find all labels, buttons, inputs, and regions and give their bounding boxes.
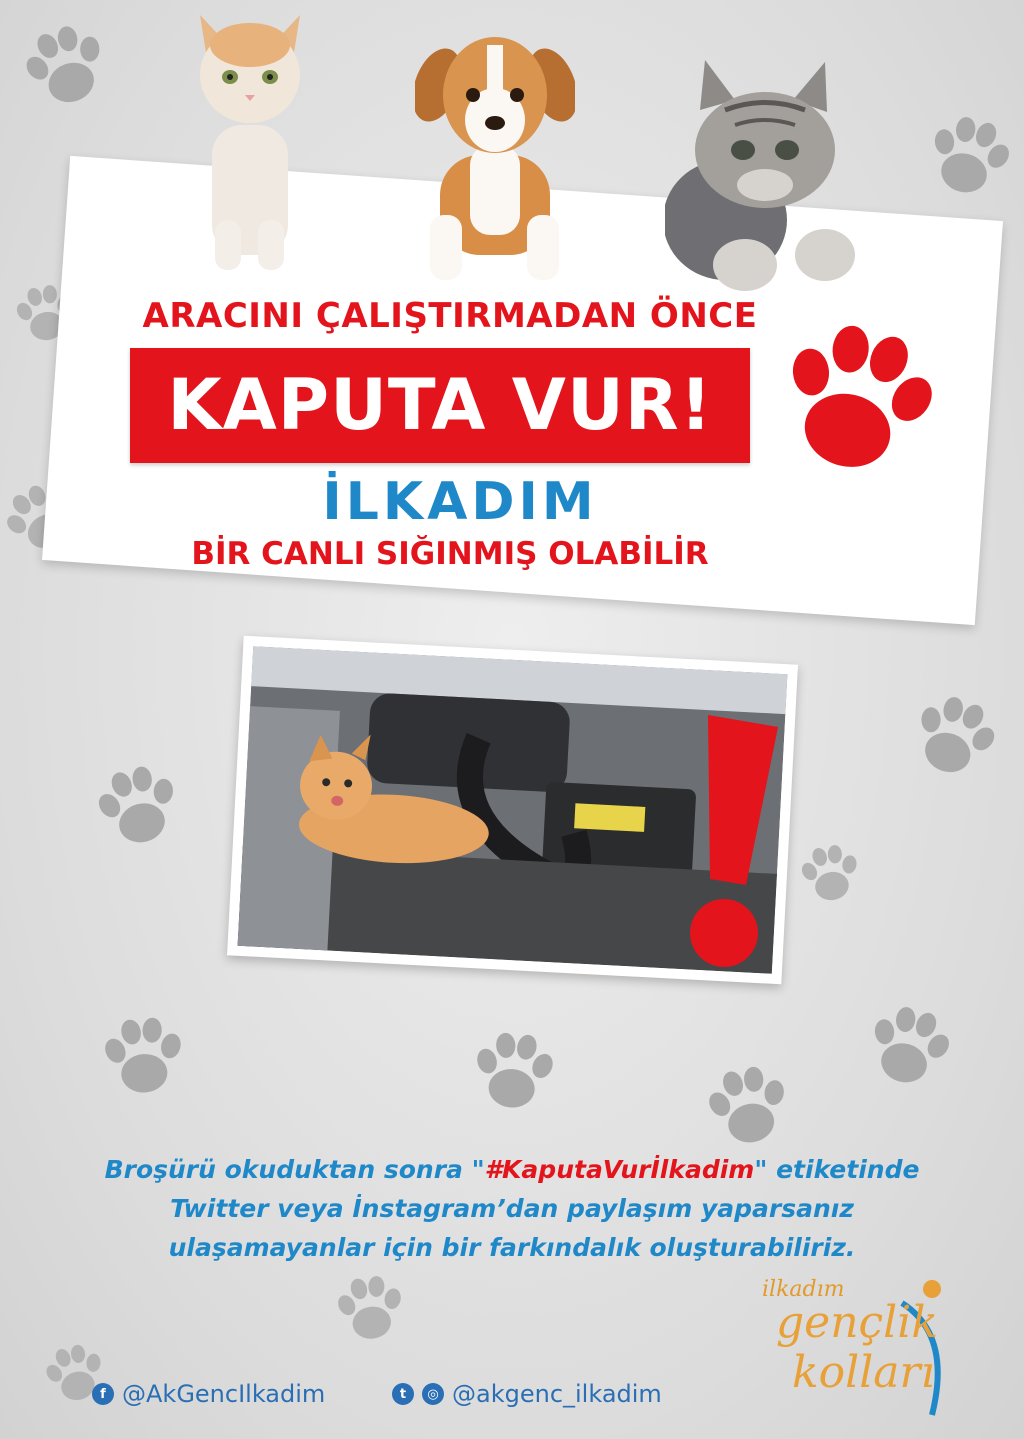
headline-banner (130, 348, 750, 463)
tabby-kitten (665, 50, 860, 295)
facebook-handle: @AkGencIlkadim (122, 1380, 326, 1408)
call-to-action-caption (20, 1150, 1004, 1267)
paw-print-icon (325, 1265, 415, 1355)
genclik-kollari-logo (752, 1275, 952, 1425)
paw-print-icon (91, 1006, 195, 1110)
exclamation-icon (668, 705, 788, 975)
caption-line-3: ulaşamayanlar için bir farkındalık oluşturabiliriz. (168, 1233, 856, 1262)
paw-print-icon (461, 1021, 565, 1125)
headline-main: KAPUTA VUR! (167, 364, 713, 446)
paw-print-icon (79, 749, 197, 867)
caption-line-2: Twitter veya İnstagram’dan paylaşım yaparsanız (170, 1194, 854, 1223)
paw-print-icon (4, 6, 127, 129)
twitter-instagram-social (392, 1376, 662, 1412)
logo-line-3: kolları (792, 1347, 935, 1398)
twitter-instagram-handle: @akgenc_ilkadim (452, 1380, 662, 1408)
headline-top: ARACINI ÇALIŞTIRMADAN ÖNCE (142, 296, 758, 336)
headline-bottom: BİR CANLI SIĞINMIŞ OLABİLİR (191, 536, 709, 572)
caption-line-1: Broşürü okuduktan sonra "#KaputaVurİlkadim" etiketinde (104, 1155, 920, 1184)
paw-print-icon (691, 1051, 805, 1165)
logo-line-1: ilkadım (762, 1277, 845, 1302)
instagram-icon: ◎ (422, 1383, 444, 1405)
paw-print-icon (909, 99, 1024, 217)
kitten (190, 5, 310, 275)
red-paw-icon (765, 305, 945, 500)
facebook-social (92, 1376, 325, 1412)
facebook-icon: f (92, 1383, 114, 1405)
puppy (415, 25, 575, 287)
hashtag: #KaputaVurİlkadim (484, 1155, 755, 1184)
brand-name: İLKADIM (322, 472, 598, 532)
twitter-icon: t (392, 1383, 414, 1405)
paw-print-icon (891, 676, 1014, 799)
paw-print-icon (789, 834, 870, 915)
paw-print-icon (849, 989, 967, 1107)
logo-line-2: gençlik (776, 1297, 938, 1348)
